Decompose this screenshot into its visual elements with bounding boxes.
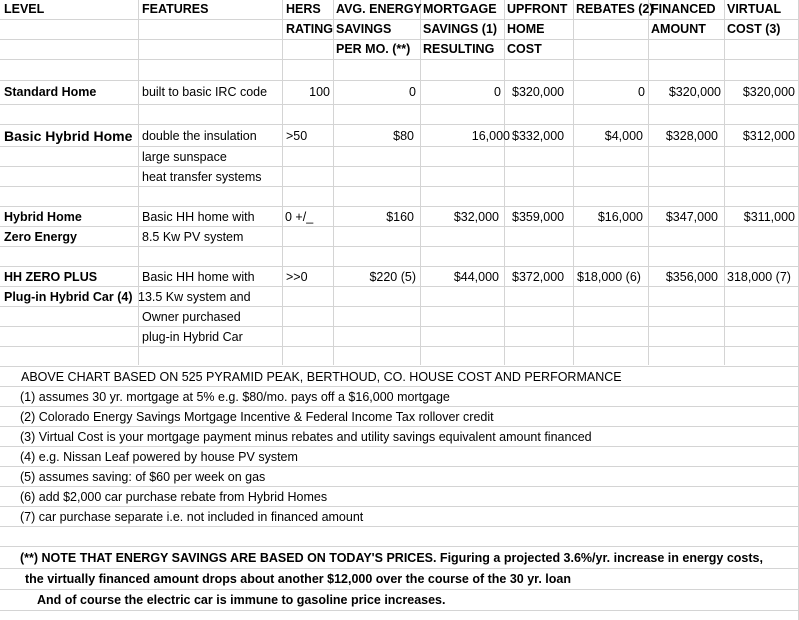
header-financed: AMOUNT [651, 22, 706, 36]
row-savings: 0 [409, 85, 416, 99]
row-cost: $359,000 [512, 210, 565, 224]
row-mortgage: 0 [494, 85, 501, 99]
grid-col-line [724, 0, 725, 365]
row-mortgage: $44,000 [453, 270, 499, 284]
header-avg-energy: PER MO. (**) [336, 42, 411, 56]
row-level: Standard Home [4, 85, 97, 99]
row-financed: $328,000 [665, 129, 718, 143]
row-level: Basic Hybrid Home [4, 128, 133, 144]
header-features: FEATURES [142, 2, 209, 16]
header-avg-energy: SAVINGS [336, 22, 392, 36]
grid-row-line [0, 104, 799, 105]
note-line: (2) Colorado Energy Savings Mortgage Incentive & Federal Income Tax rollover credit [20, 410, 494, 424]
row-level: Zero Energy [4, 230, 77, 244]
row-virtual: 318,000 (7) [727, 270, 791, 284]
row-savings: $80 [393, 129, 414, 143]
row-cost: $372,000 [512, 270, 565, 284]
row-feature: heat transfer systems [142, 170, 262, 184]
grid-row-line [0, 59, 799, 60]
grid-col-line [138, 0, 139, 365]
note-line: (5) assumes saving: of $60 per week on gas [20, 470, 266, 484]
row-feature: double the insulation [142, 129, 257, 143]
row-rebates: 0 [638, 85, 645, 99]
row-rebates: $18,000 (6) [577, 270, 641, 284]
row-feature: plug-in Hybrid Car [142, 330, 243, 344]
header-hers: RATING [286, 22, 333, 36]
grid-col-line [573, 0, 574, 365]
row-feature: Basic HH home with [142, 210, 255, 224]
row-level: HH ZERO PLUS [4, 270, 98, 284]
row-rebates: $16,000 [597, 210, 643, 224]
row-financed: $320,000 [668, 85, 721, 99]
row-feature: Owner purchased [142, 310, 241, 324]
grid-col-line [282, 0, 283, 365]
header-hers: HERS [286, 2, 321, 16]
row-savings: $220 (5) [369, 270, 416, 284]
row-financed: $347,000 [665, 210, 718, 224]
header-avg-energy: AVG. ENERGY [336, 2, 422, 16]
row-feature: large sunspace [142, 150, 227, 164]
note-line: (1) assumes 30 yr. mortgage at 5% e.g. $80/mo. pays off a $16,000 mortgage [20, 390, 450, 404]
row-feature: built to basic IRC code [142, 85, 268, 99]
header-mortgage: MORTGAGE [423, 2, 497, 16]
grid-col-line [333, 0, 334, 365]
row-hers: 100 [309, 85, 330, 99]
note-line: (7) car purchase separate i.e. not included in financed amount [20, 510, 364, 524]
header-upfront: UPFRONT [507, 2, 568, 16]
row-virtual: $320,000 [742, 85, 795, 99]
header-upfront: HOME [507, 22, 545, 36]
header-virtual: VIRTUAL [727, 2, 782, 16]
footnote-line: (**) NOTE THAT ENERGY SAVINGS ARE BASED ON TODAY'S PRICES. Figuring a projected 3.6%/yr. increase in energy costs, [20, 551, 763, 565]
grid-row-line [0, 246, 799, 247]
header-level: LEVEL [4, 2, 45, 16]
row-feature: Basic HH home with [142, 270, 255, 284]
row-financed: $356,000 [665, 270, 718, 284]
row-feature: 13.5 Kw system and [138, 290, 251, 304]
row-level: Plug-in Hybrid Car (4) [4, 290, 133, 304]
grid-row-line [0, 146, 799, 147]
row-savings: $160 [386, 210, 414, 224]
note-line: (4) e.g. Nissan Leaf powered by house PV system [20, 450, 298, 464]
note-line: (3) Virtual Cost is your mortgage payment minus rebates and utility savings equivalent amount financed [20, 430, 592, 444]
header-virtual: COST (3) [727, 22, 781, 36]
row-cost: $332,000 [512, 129, 565, 143]
row-rebates: $4,000 [604, 129, 643, 143]
grid-row-line [0, 166, 799, 167]
row-virtual: $311,000 [743, 210, 795, 224]
footnote-line: the virtually financed amount drops about another $12,000 over the course of the 30 yr. loan [25, 572, 571, 586]
grid-col-line [504, 0, 505, 365]
grid-col-line [420, 0, 421, 365]
grid-col-line [648, 0, 649, 365]
row-hers: >>0 [286, 270, 308, 284]
header-upfront: COST [507, 42, 542, 56]
grid-row-line [0, 546, 799, 547]
footnote-line: And of course the electric car is immune to gasoline price increases. [37, 593, 446, 607]
note-line: ABOVE CHART BASED ON 525 PYRAMID PEAK, BERTHOUD, CO. HOUSE COST AND PERFORMANCE [21, 370, 622, 384]
header-mortgage: SAVINGS (1) [423, 22, 498, 36]
note-line: (6) add $2,000 car purchase rebate from Hybrid Homes [20, 490, 328, 504]
header-mortgage: RESULTING [423, 42, 495, 56]
row-mortgage: 16,000 [471, 129, 510, 143]
grid-row-line [0, 326, 799, 327]
row-level: Hybrid Home [4, 210, 82, 224]
grid-row-line [0, 80, 799, 81]
grid-row-line [0, 124, 799, 125]
grid-row-line [0, 346, 799, 347]
grid-row-line [0, 186, 799, 187]
row-hers: 0 +/_ [285, 210, 314, 224]
row-mortgage: $32,000 [453, 210, 499, 224]
row-cost: $320,000 [512, 85, 565, 99]
row-feature: 8.5 Kw PV system [142, 230, 244, 244]
row-hers: >50 [286, 129, 308, 143]
row-virtual: $312,000 [742, 129, 795, 143]
header-financed: FINANCED [651, 2, 716, 16]
grid-row-line [0, 610, 799, 611]
header-rebates: REBATES (2) [576, 2, 654, 16]
